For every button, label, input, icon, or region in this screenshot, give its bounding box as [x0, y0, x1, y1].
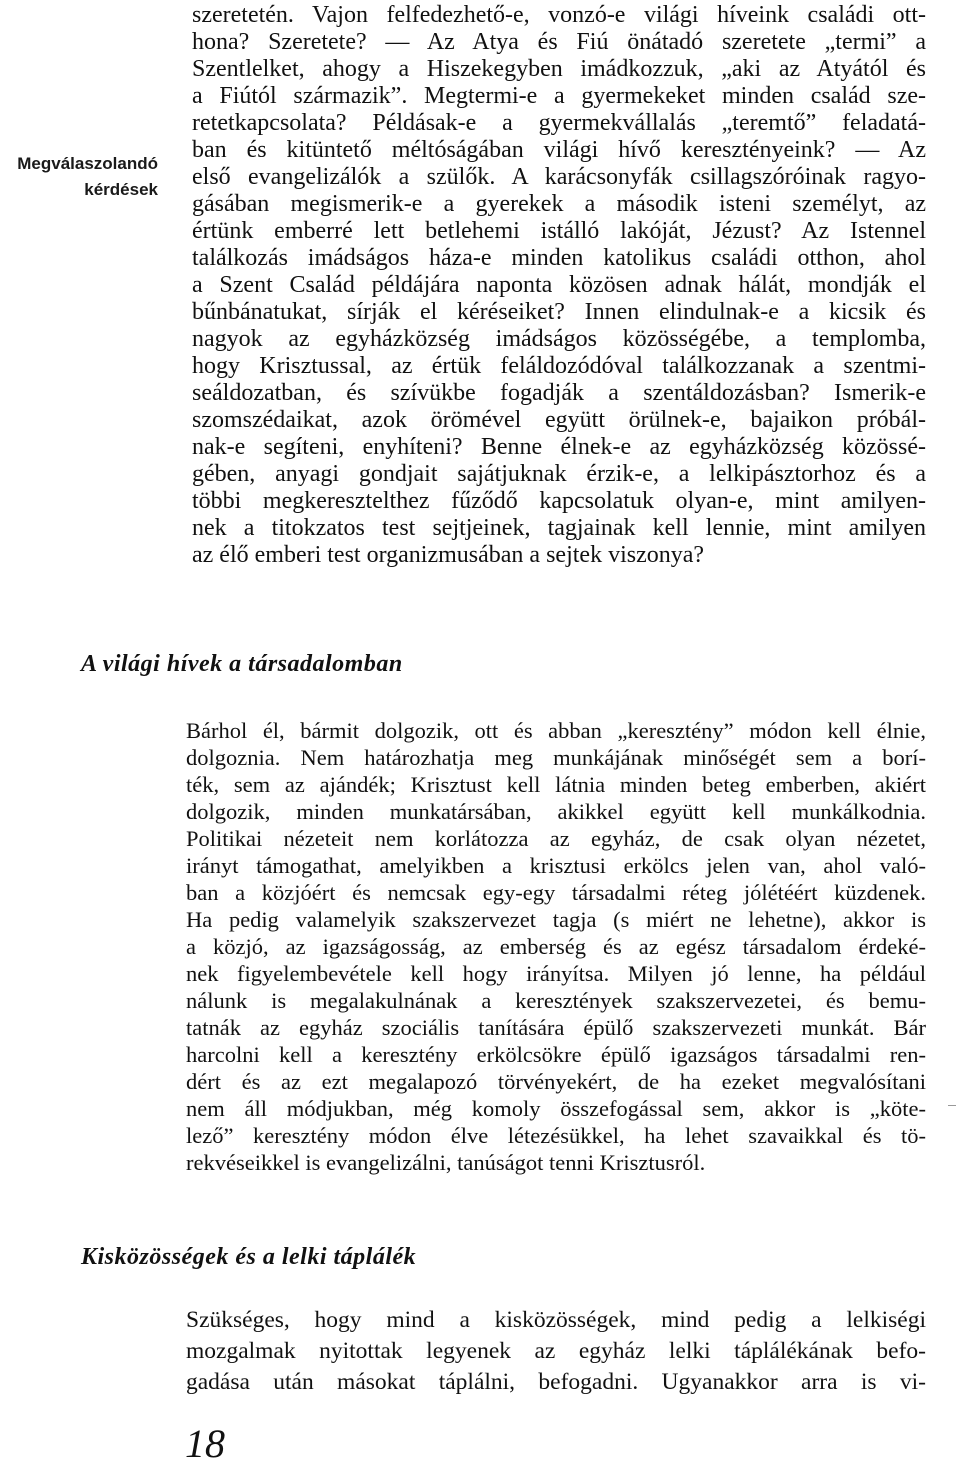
text-line: nem áll módjukban, még komoly összefogással sem, akkor is „köte- [186, 1096, 926, 1121]
text-line: dolgozik, minden munkatársában, akikkel együtt kell munkálkodnia. [186, 799, 926, 824]
text-line: Bárhol él, bármit dolgozik, ott és abban „keresztény” módon kell élnie, [186, 718, 926, 743]
margin-note-line: Megválaszolandó [17, 154, 158, 173]
text-line: nak-e segíteni, enyhíteni? Benne élnek-e az egyházközség közössé- [192, 434, 926, 460]
text-line: Ha pedig valamelyik szakszervezet tagja (s miért ne lehetne), akkor is [186, 907, 926, 932]
text-line: gadása után másokat táplálni, befogadni. Ugyanakkor arra is vi- [186, 1369, 926, 1395]
paragraph-family-questions [192, 2, 926, 569]
text-line: nagyok az egyházközség imádságos közösségébe, a templomba, [192, 326, 926, 352]
text-line: Szentlelket, ahogy a Hiszekegyben imádkozzuk, „aki az Atyától és [192, 56, 926, 82]
text-line: Szükséges, hogy mind a kisközösségek, mind pedig a lelkiségi [186, 1307, 926, 1333]
text-line: lező” keresztény módon élve létezésükkel, ha lehet szavaikkal és tö- [186, 1123, 926, 1148]
scan-mark [948, 1105, 956, 1106]
text-line: gásában megismerik-e a gyerekek a második isteni személyt, az [192, 191, 926, 217]
text-line: többi megkeresztelthez fűződő kapcsolatuk olyan-e, mint amilyen- [192, 488, 926, 514]
text-line: találkozás imádságos háza-e minden katolikus családi otthon, ahol [192, 245, 926, 271]
text-line: ban a közjóért és nemcsak egy-egy társadalmi réteg jólétéért küzdenek. [186, 880, 926, 905]
text-line: rekvéseikkel is evangelizálni, tanúságot tenni Krisztusról. [186, 1150, 706, 1175]
text-line: mozgalmak nyitottak legyenek az egyház lelki táplálékának befo- [186, 1338, 926, 1364]
text-line: gében, anyagi gondjait sajátjuknak érzik-e, a lelkipásztorhoz és a [192, 461, 926, 487]
text-line: nek a titokzatos test sejtjeinek, tagjainak kell lennie, mint amilyen [192, 515, 926, 541]
text-line: az élő emberi test organizmusában a sejtek viszonya? [192, 542, 705, 568]
text-line: ték, sem az ajándék; Krisztust kell látnia minden beteg emberben, akiért [186, 772, 926, 797]
text-line: dért és az ezt megalapozó törvényekért, de ha ezeket megvalósítani [186, 1069, 926, 1094]
margin-note-line: kérdések [84, 180, 158, 199]
text-line: retetkapcsolata? Példásak-e a gyermekvállalás „teremtő” feladatá- [192, 110, 926, 136]
text-line: ban és kitüntető méltóságában világi hívő keresztényeink? — Az [192, 137, 926, 163]
text-line: szomszédaikat, azok örömével együtt örülnek-e, bajaikon próbál- [192, 407, 926, 433]
text-line: harcolni kell a keresztény erkölcsökre épülő igazságos társadalmi ren- [186, 1042, 926, 1067]
text-line: tatnák az egyház szociális tanítására épülő szakszervezeti munkát. Bár [186, 1015, 926, 1040]
text-line: dolgoznia. Nem határozhatja meg munkájának minőségét sem a borí- [186, 745, 926, 770]
text-line: bűnbánatukat, sírják el kéréseiket? Innen elindulnak-e a kicsik és [192, 299, 926, 325]
text-line: Politikai nézeteit nem korlátozza az egyház, de csak olyan nézetet, [186, 826, 926, 851]
text-line: a Szent Család példájára naponta közösen adnak hálát, mondják el [192, 272, 926, 298]
section-heading-lay-faithful-in-society: A világi hívek a társadalomban [81, 651, 403, 677]
text-line: hona? Szeretete? — Az Atya és Fiú önátadó szeretete „termi” a [192, 29, 926, 55]
section-heading-small-communities: Kisközösségek és a lelki táplálék [81, 1244, 417, 1270]
text-line: seáldozatban, és szívükbe fogadják a szentáldozásban? Ismerik-e [192, 380, 926, 406]
text-line: hogy Krisztussal, az értük feláldozódóval találkozzanak a szentmi- [192, 353, 926, 379]
text-line: nek figyelembevétele kell hogy irányítsa. Milyen jó lenne, ha például [186, 961, 926, 986]
paragraph-lay-faithful-in-society [186, 717, 926, 1176]
text-line: a közjó, az igazságosság, az emberség és az egész társadalom érdeké- [186, 934, 926, 959]
text-line: első evangelizálók a szülők. A karácsonyfák csillagszóróinak ragyo- [192, 164, 926, 190]
text-line: nálunk is megalakulnának a keresztények szakszervezetei, és bemu- [186, 988, 926, 1013]
text-line: a Fiútól származik”. Megtermi-e a gyermekeket minden család sze- [192, 83, 926, 109]
text-line: irányt támogathat, amelyikben a krisztusi erkölcs jelen van, ahol való- [186, 853, 926, 878]
paragraph-small-communities [186, 1305, 926, 1398]
page-number: 18 [185, 1421, 225, 1466]
text-line: szeretetén. Vajon felfedezhető-e, vonzó-e világi híveink családi ott- [192, 2, 926, 28]
margin-note [0, 151, 158, 203]
text-line: értünk emberré lett betlehemi istálló lakóját, Jézust? Az Istennel [192, 218, 926, 244]
